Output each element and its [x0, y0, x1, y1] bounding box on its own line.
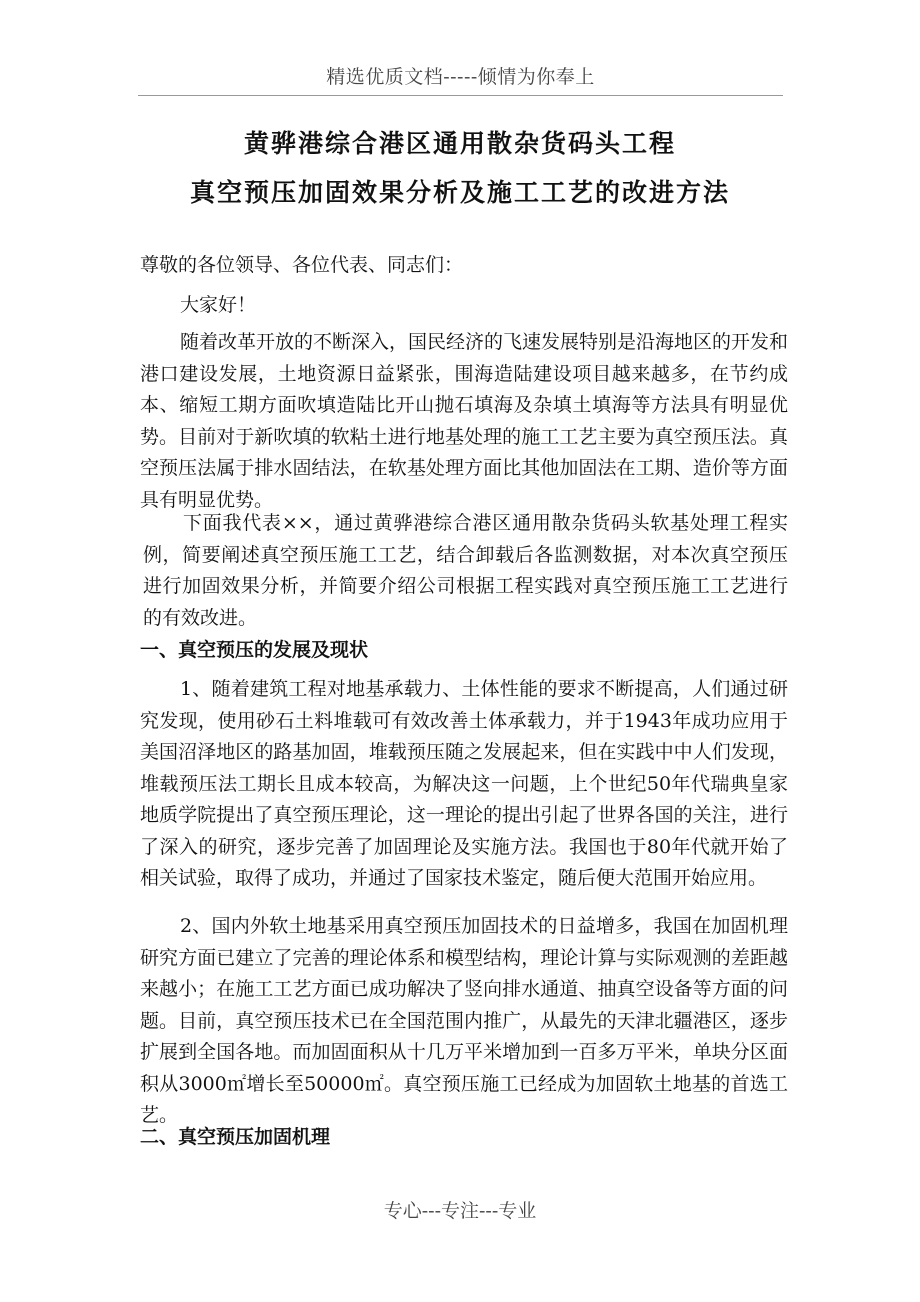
- paragraph-history: 1、随着建筑工程对地基承载力、土体性能的要求不断提高，人们通过研究发现，使用砂石土料堆载可有效改善土体承载力，并于1943年成功应用于美国沼泽地区的路基加固，堆载预压随之发展起来，但在实践中中人们发现，堆载预压法工期长且成本较高，为解决这一问题，上个世纪50年代瑞典皇家地质学院提出了真空预压理论，这一理论的提出引起了世界各国的关注，进行了深入的研究，逐步完善了加固理论及实施方法。我国也于80年代就开始了相关试验，取得了成功，并通过了国家技术鉴定，随后便大范围开始应用。: [140, 678, 788, 889]
- document-title-line-1: 黄骅港综合港区通用散杂货码头工程: [243, 129, 676, 158]
- greeting: 大家好！: [180, 294, 257, 316]
- header-divider: [138, 95, 783, 96]
- paragraph-intro: 随着改革开放的不断深入，国民经济的飞速发展特别是沿海地区的开发和港口建设发展，土地资源日益紧张，围海造陆建设项目越来越多，在节约成本、缩短工期方面吹填造陆比开山抛石填海及杂填土填海等方法具有明显优势。目前对于新吹填的软粘土进行地基处理的施工工艺主要为真空预压法。真空预压法属于排水固结法，在软基处理方面比其他加固法在工期、造价等方面具有明显优势。: [140, 331, 789, 511]
- document-title-line-2: 真空预压加固效果分析及施工工艺的改进方法: [189, 178, 730, 207]
- salutation: 尊敬的各位领导、各位代表、同志们：: [140, 254, 464, 276]
- page-footer: 专心---专注---专业: [383, 1200, 537, 1222]
- paragraph-status: 2、国内外软土地基采用真空预压加固技术的日益增多，我国在加固机理研究方面已建立了完善的理论体系和模型结构，理论计算与实际观测的差距越来越小；在施工工艺方面已成功解决了竖向排水通道、抽真空设备等方面的问题。目前，真空预压技术已在全国范围内推广，从最先的天津北疆港区，逐步扩展到全国各地。而加固面积从十几万平米增加到一百多万平米，单块分区面积从3000㎡增长至50000㎡。真空预压施工已经成为加固软土地基的首选工艺。: [140, 915, 788, 1126]
- paragraph-overview: 下面我代表××，通过黄骅港综合港区通用散杂货码头软基处理工程实例，简要阐述真空预压施工工艺，结合卸载后各监测数据，对本次真空预压进行加固效果分析，并简要介绍公司根据工程实践对真空预压施工工艺进行的有效改进。: [143, 512, 788, 629]
- section-heading-2: 二、真空预压加固机理: [140, 1126, 331, 1148]
- section-heading-1: 一、真空预压的发展及现状: [140, 639, 369, 661]
- page-header: 精选优质文档-----倾情为你奉上: [326, 66, 595, 88]
